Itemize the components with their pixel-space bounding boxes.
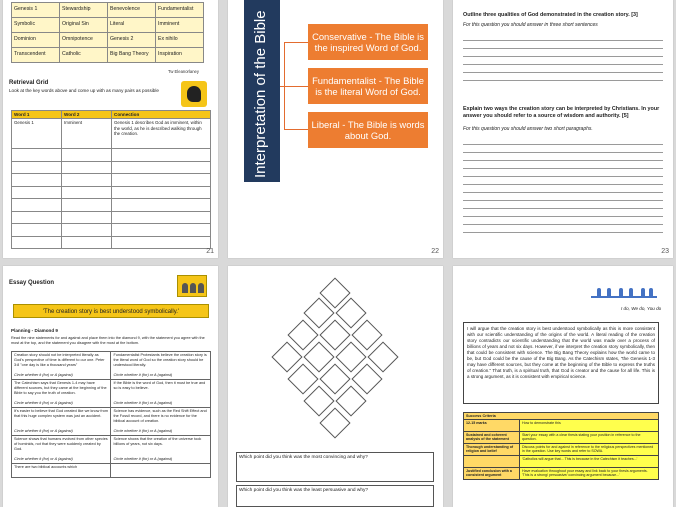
blank-cell[interactable] — [12, 149, 62, 162]
statement-cell: Science has evidence, such as the Red Shift Effect and the Fossil record, and there is no evidence for the biblical account of creation. Circle whether it (for) or A (against) — [111, 408, 211, 436]
page-number: 23 — [661, 248, 669, 255]
keyword-cell: Catholic — [60, 48, 108, 63]
keyword-cell: Ex nihilo — [156, 33, 204, 48]
example-word-1: Genesis 1 — [12, 119, 62, 149]
header-word-1: Word 1 — [12, 111, 62, 119]
question-1: Outline three qualities of God demonstrated in the creation story. [3] — [463, 12, 638, 18]
page-22 — [228, 0, 443, 258]
question-2-hint: For this question you should answer two short paragraphs. — [463, 126, 593, 132]
essay-quote: 'The creation story is best understood symbolically.' — [13, 304, 209, 318]
answer-line[interactable] — [463, 72, 663, 73]
connector-tick — [284, 86, 308, 87]
answer-line[interactable] — [463, 160, 663, 161]
keyword-cell: Original Sin — [60, 18, 108, 33]
answer-line[interactable] — [463, 48, 663, 49]
keyword-row — [12, 18, 204, 33]
page-model-answer — [453, 266, 673, 507]
example-connection: Genesis 1 describes God as imminent, within the world, as he is described walking through the creation. — [112, 119, 211, 149]
blank-cell[interactable] — [12, 236, 62, 249]
keyword-cell: Transcendent — [12, 48, 60, 63]
blank-cell[interactable] — [62, 149, 112, 162]
question-2: Explain two ways the creation story can be interpreted by Christians. In your answer you should refer to a source of wisdom and authority. [5] — [463, 106, 660, 120]
table-row — [12, 436, 211, 464]
page-diamond-9 — [228, 266, 443, 507]
keyword-cell: Inspiration — [156, 48, 204, 63]
blank-cell[interactable] — [112, 174, 211, 187]
table-row — [464, 413, 659, 420]
answer-line[interactable] — [463, 184, 663, 185]
table-row — [464, 432, 659, 444]
motto-text: I do, We do, You do — [621, 306, 662, 311]
answer-line[interactable] — [463, 200, 663, 201]
criteria-detail: Discuss points for and against in reference to the religious perspectives mentioned in the question. Use key words and refer to SOWA. — [520, 444, 659, 456]
table-row[interactable] — [12, 149, 211, 162]
statement-cell: It's easier to believe that God created like we know from that this huge complex system was just an accident. Circle whether it (for) or A (against) — [12, 408, 111, 436]
answer-line[interactable] — [463, 176, 663, 177]
keyword-cell: Omnipotence — [60, 33, 108, 48]
answer-line[interactable] — [463, 64, 663, 65]
page-21 — [3, 0, 218, 258]
statement-cell: There are two biblical accounts which — [12, 464, 111, 478]
classroom-icon — [177, 275, 207, 297]
blank-cell[interactable] — [62, 174, 112, 187]
fundamentalist-box: Fundamentalist - The Bible is the literal Word of God. — [308, 68, 428, 104]
keyword-cell: Genesis 2 — [108, 33, 156, 48]
blank-cell[interactable] — [12, 161, 62, 174]
keyword-row — [12, 48, 204, 63]
table-row[interactable] — [12, 211, 211, 224]
brain-icon — [181, 81, 207, 107]
criteria-detail: How to demonstrate this — [520, 420, 659, 432]
credit-text: Tw Eleanorlaney — [168, 69, 199, 74]
blank-cell[interactable] — [12, 224, 62, 237]
table-row[interactable] — [12, 186, 211, 199]
success-criteria-table — [463, 412, 659, 480]
answer-line[interactable] — [463, 168, 663, 169]
keyword-grid — [11, 2, 204, 63]
answer-line[interactable] — [463, 232, 663, 233]
keyword-cell: Fundamentalist — [156, 3, 204, 18]
blank-cell[interactable] — [112, 224, 211, 237]
i-do-we-do-you-do-banner — [591, 284, 657, 302]
blank-cell[interactable] — [112, 149, 211, 162]
keyword-cell: Imminent — [156, 18, 204, 33]
blank-cell[interactable] — [12, 199, 62, 212]
page-23 — [453, 0, 673, 258]
keyword-cell: Literal — [108, 18, 156, 33]
table-row[interactable] — [12, 199, 211, 212]
blank-cell[interactable] — [62, 236, 112, 249]
blank-cell[interactable] — [112, 186, 211, 199]
answer-line[interactable] — [463, 208, 663, 209]
criteria-label — [464, 456, 520, 468]
criteria-detail: Have evaluation throughout your essay and link back to your thesis arguments. 'This is a strong/ persuasive/ convincing argument because...' — [520, 468, 659, 480]
answer-line[interactable] — [463, 224, 663, 225]
retrieval-title: Retrieval Grid — [9, 80, 49, 86]
table-row — [12, 408, 211, 436]
planning-title: Planning - Diamond 9 — [11, 328, 58, 333]
keyword-row — [12, 33, 204, 48]
blank-cell[interactable] — [62, 161, 112, 174]
table-row — [12, 352, 211, 380]
table-row — [464, 456, 659, 468]
statement-cell — [111, 464, 211, 478]
answer-line[interactable] — [463, 192, 663, 193]
header-word-2: Word 2 — [62, 111, 112, 119]
table-row — [464, 420, 659, 432]
argument-table — [11, 351, 211, 478]
criteria-detail: 'Catholics will argue that... This is because in the Catechism it teaches...' — [520, 456, 659, 468]
connection-table — [11, 110, 211, 249]
essay-title: Essay Question — [9, 280, 55, 286]
blank-cell[interactable] — [12, 211, 62, 224]
table-row[interactable] — [12, 161, 211, 174]
keyword-cell: Stewardship — [60, 3, 108, 18]
blank-cell[interactable] — [112, 211, 211, 224]
criteria-label: Sustained and coherent analysis of the statement — [464, 432, 520, 444]
statement-cell: Science shows that humans evolved from other species of hominids, not that they were suddenly created by God. Circle whether it (for) or A (against) — [12, 436, 111, 464]
page-number: 22 — [431, 248, 439, 255]
page-essay-question — [3, 266, 218, 507]
criteria-label: Thorough understanding of religion and belief — [464, 444, 520, 456]
least-persuasive-box[interactable]: Which point did you think was the least persuasive and why? — [236, 485, 434, 507]
answer-line[interactable] — [463, 56, 663, 57]
example-word-2: Imminent — [62, 119, 112, 149]
statement-cell: Fundamentalist Protestants believe the creation story is the literal word of God so the creation story should be understood literally. Circle whether it (for) or A (against) — [111, 352, 211, 380]
conservative-box: Conservative - The Bible is the inspired Word of God. — [308, 24, 428, 60]
keyword-row — [12, 3, 204, 18]
keyword-cell: Benevolence — [108, 3, 156, 18]
table-row — [464, 444, 659, 456]
table-row — [464, 468, 659, 480]
statement-cell: Creation story should not be interpreted literally as God's perspective of time is different to our one. Peter 3:8 "one day is like a thousand years" Circle whether it (for) or A (against) — [12, 352, 111, 380]
blank-cell[interactable] — [12, 186, 62, 199]
connection-header-row — [12, 111, 211, 119]
answer-line[interactable] — [463, 144, 663, 145]
answer-line[interactable] — [463, 152, 663, 153]
header-connection: Connection — [112, 111, 211, 119]
table-row — [12, 119, 211, 149]
liberal-box: Liberal - The Bible is words about God. — [308, 112, 428, 148]
criteria-detail: Start your essay with a clear thesis stating your position in reference to the question. — [520, 432, 659, 444]
keyword-cell: Dominion — [12, 33, 60, 48]
model-essay: I will argue that the creation story is best understood symbolically as this is more consistent with our scientific understanding of the origins of the world. A literal reading of the creation story contradicts our scientific understanding that the world was made over a process of billions of years and not six days. However, if we interpret the creation story symbolically, then that could be consistent with science. The Big Bang Theory explains how the world came to be, but God could be the cause of the Big Bang. As the Catechism states, "the Genesis 1-3 may have different sources, but they come at the beginning of the Bible to express the truths of creation." That truth, is a spiritual truth, that God is creator and the cause for all life. This is a strong argument, as it is consistent with empirical science. — [463, 322, 659, 404]
blank-cell[interactable] — [112, 236, 211, 249]
most-convincing-box[interactable]: Which point did you think was the most convincing and why? — [236, 452, 434, 482]
blank-cell[interactable] — [62, 224, 112, 237]
table-row[interactable] — [12, 224, 211, 237]
keyword-cell: Big Bang Theory — [108, 48, 156, 63]
criteria-header: Success Criteria — [464, 413, 659, 420]
page-number: 21 — [206, 248, 214, 255]
table-row — [12, 380, 211, 408]
table-row — [12, 464, 211, 478]
blank-cell[interactable] — [112, 199, 211, 212]
answer-line[interactable] — [463, 216, 663, 217]
blank-cell[interactable] — [62, 211, 112, 224]
vertical-title: Interpretation of the Bible — [251, 10, 269, 178]
statement-cell: The Catechism says that Genesis 1-4 may have different sources, but they came at the beginning of the Bible to say you the truth of creation. Circle whether it (for) or A (against) — [12, 380, 111, 408]
question-1-hint: For this question you should answer in three short sentences — [463, 22, 598, 28]
blank-cell[interactable] — [62, 199, 112, 212]
planning-instruction: Read the nine statements for and against and place them into the diamond 9, with the statement you agree with the most at the top, and the statement you disagree with the most at the bottom. — [11, 336, 205, 345]
table-row[interactable] — [12, 174, 211, 187]
retrieval-instruction: Look at the key words above and come up with as many pairs as possible — [9, 88, 159, 93]
blank-cell[interactable] — [12, 174, 62, 187]
criteria-label: Justified conclusion with a consistent argument — [464, 468, 520, 480]
statement-cell: Science shows that the creation of the universe took billions of years, not six days. Circle whether it (for) or A (against) — [111, 436, 211, 464]
keyword-cell: Genesis 1 — [12, 3, 60, 18]
keyword-cell: Symbolic — [12, 18, 60, 33]
answer-line[interactable] — [463, 40, 663, 41]
blank-cell[interactable] — [112, 161, 211, 174]
statement-cell: If the Bible is the word of God, then it must be true and so is easy to believe. Circle whether it (for) or A (against) — [111, 380, 211, 408]
blank-cell[interactable] — [62, 186, 112, 199]
table-row[interactable] — [12, 236, 211, 249]
answer-line[interactable] — [463, 80, 663, 81]
criteria-label: 12-15 marks — [464, 420, 520, 432]
